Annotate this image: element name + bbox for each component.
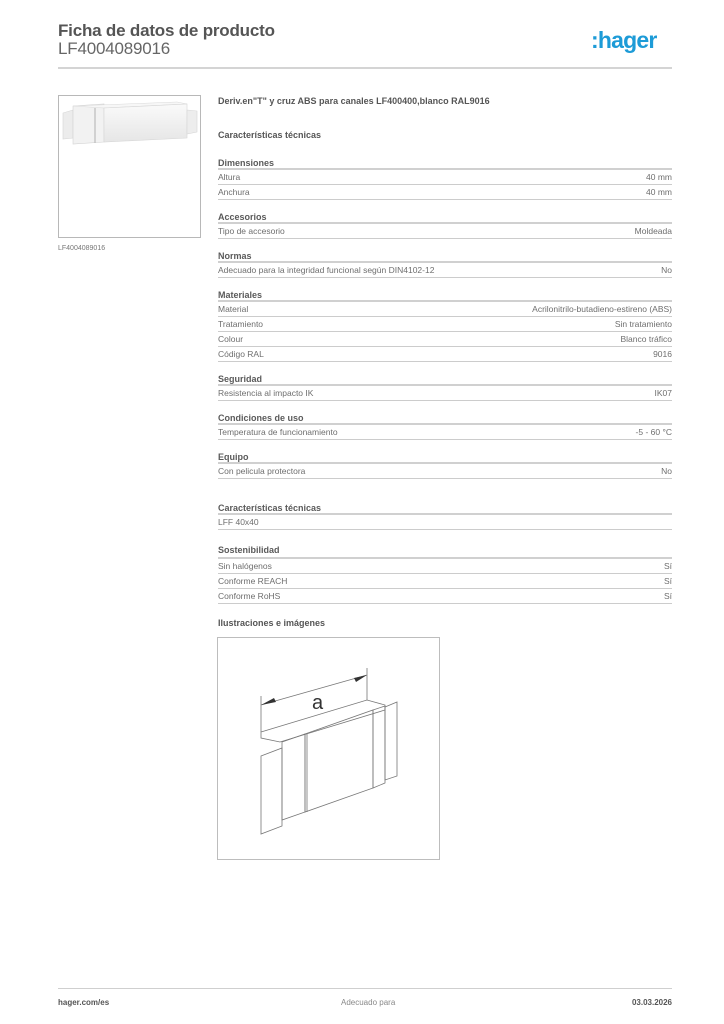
footer-website-link[interactable]: hager.com/es: [58, 998, 110, 1007]
spec-value: Sí: [663, 576, 672, 586]
group-normas: [218, 249, 672, 278]
header-title: Ficha de datos de producto: [58, 21, 275, 40]
illustration-box: [217, 637, 440, 860]
spec-value: 40 mm: [646, 187, 672, 197]
dimension-label: a: [312, 692, 324, 714]
spec-value: IK07: [654, 388, 672, 398]
footer-divider: [58, 988, 672, 989]
spec-label: Adecuado para la integridad funcional según DIN4102-12: [218, 265, 435, 275]
spec-row: [218, 332, 672, 347]
spec-row: [218, 170, 672, 185]
group-accesorios: [218, 210, 672, 239]
group-caracteristicas: [218, 501, 672, 530]
spec-row: [218, 317, 672, 332]
group-title: Equipo: [218, 450, 672, 464]
thumbnail-caption: LF4004089016: [58, 245, 106, 252]
spec-value: Blanco tráfico: [620, 334, 672, 344]
spec-value: Sí: [663, 561, 672, 571]
group-title: Normas: [218, 249, 672, 263]
product-photo-icon: [59, 96, 200, 237]
group-condiciones: [218, 411, 672, 440]
dimension-drawing-icon: [218, 638, 439, 859]
group-title: Dimensiones: [218, 156, 672, 170]
spec-label: Altura: [218, 172, 241, 182]
group-title: Materiales: [218, 288, 672, 302]
group-equipo: [218, 450, 672, 479]
spec-label: Tipo de accesorio: [218, 226, 285, 236]
spec-row: [218, 464, 672, 479]
group-title: Características técnicas: [218, 501, 672, 515]
spec-label: Código RAL: [218, 349, 264, 359]
product-thumbnail: [58, 95, 201, 238]
group-sostenibilidad: [218, 542, 672, 604]
spec-label: Tratamiento: [218, 319, 264, 329]
spec-row: [218, 559, 672, 574]
spec-row: [218, 185, 672, 200]
specifications: [218, 96, 672, 614]
hager-logo: :hager: [591, 27, 657, 53]
group-title: Condiciones de uso: [218, 411, 672, 425]
tech-section-title: Características técnicas: [218, 130, 322, 140]
illustrations-title: Ilustraciones e imágenes: [218, 618, 326, 628]
spec-value: Acrilonitrilo-butadieno-estireno (ABS): [532, 304, 672, 314]
spec-row: [218, 347, 672, 362]
group-title: Seguridad: [218, 372, 672, 386]
group-materiales: [218, 288, 672, 362]
footer-center-text: Adecuado para: [341, 998, 396, 1007]
spec-label: Anchura: [218, 187, 250, 197]
spec-value: Sin tratamiento: [614, 319, 672, 329]
spec-label: Temperatura de funcionamiento: [218, 427, 338, 437]
spec-value: 9016: [653, 349, 672, 359]
header-divider: [58, 67, 672, 69]
spec-value: -5 - 60 °C: [635, 427, 672, 437]
spec-label: Sin halógenos: [218, 561, 272, 571]
spec-value: No: [661, 466, 672, 476]
spec-label: LFF 40x40: [218, 517, 259, 527]
spec-row: [218, 425, 672, 440]
spec-row: [218, 574, 672, 589]
spec-row: [218, 515, 672, 530]
spec-row: [218, 302, 672, 317]
spec-label: Conforme REACH: [218, 576, 288, 586]
spec-label: Conforme RoHS: [218, 591, 281, 601]
spec-row: [218, 386, 672, 401]
spec-label: Material: [218, 304, 249, 314]
spec-row: [218, 224, 672, 239]
spec-value: Sí: [663, 591, 672, 601]
footer-date: 03.03.2026: [631, 998, 672, 1007]
spec-label: Resistencia al impacto IK: [218, 388, 314, 398]
spec-row: [218, 263, 672, 278]
group-title: Sostenibilidad: [218, 542, 672, 559]
spec-value: Moldeada: [634, 226, 672, 236]
spec-label: Con pelicula protectora: [218, 466, 306, 476]
spec-label: Colour: [218, 334, 244, 344]
product-title: Deriv.en"T" y cruz ABS para canales LF400400,blanco RAL9016: [218, 96, 490, 106]
spec-value: No: [661, 265, 672, 275]
group-dimensiones: [218, 156, 672, 200]
spec-row: [218, 589, 672, 604]
group-seguridad: [218, 372, 672, 401]
product-code: LF4004089016: [58, 39, 170, 58]
spec-value: 40 mm: [646, 172, 672, 182]
group-title: Accesorios: [218, 210, 672, 224]
